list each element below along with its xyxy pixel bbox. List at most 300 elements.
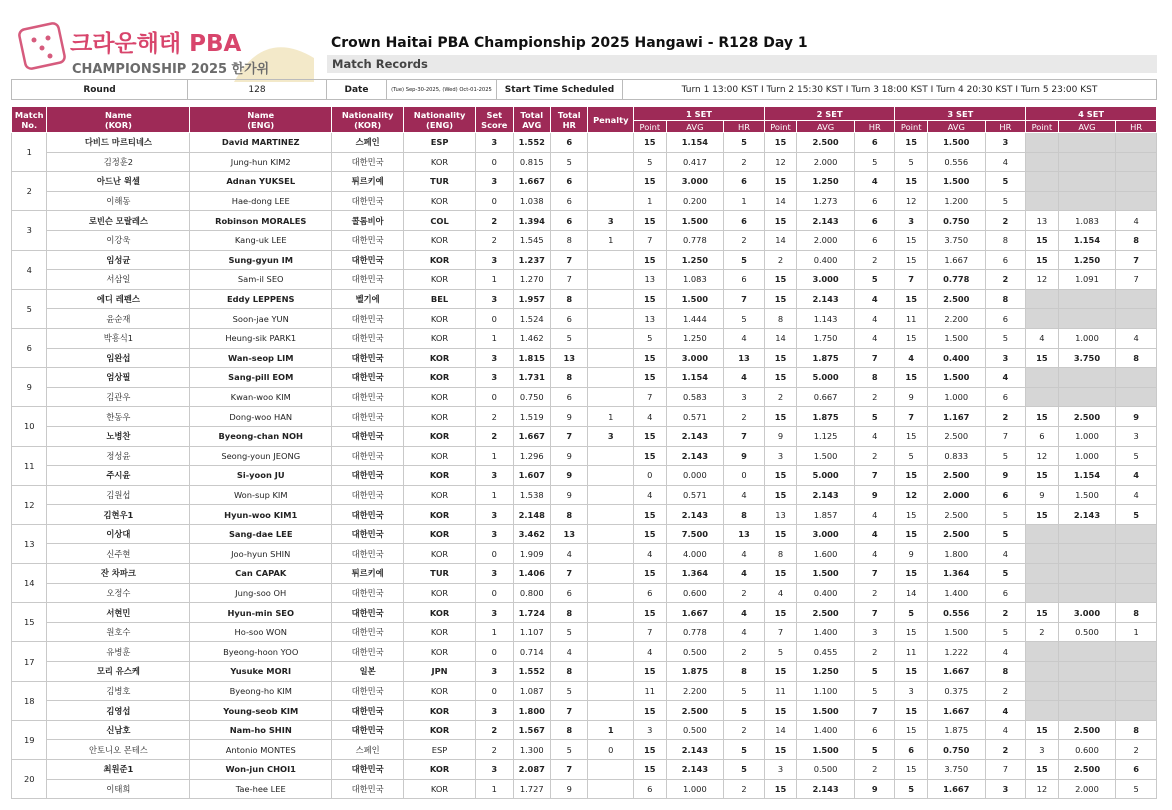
set-4-hr: 7	[1116, 270, 1157, 290]
player-name-kor: 이해동	[47, 191, 190, 211]
set-1-point: 0	[634, 466, 666, 486]
set-2-hr: 9	[854, 485, 895, 505]
set-3-hr: 7	[985, 760, 1026, 780]
set-2-point: 15	[764, 289, 796, 309]
player-nat-eng: KOR	[404, 426, 476, 446]
total-hr: 9	[551, 407, 588, 427]
set-1-hr: 4	[724, 328, 765, 348]
set-3-point: 15	[895, 760, 927, 780]
set-2-point: 14	[764, 720, 796, 740]
set-1-hr: 4	[724, 622, 765, 642]
player-name-kor: 김병호	[47, 681, 190, 701]
player-row	[12, 328, 1157, 348]
set-3-point: 15	[895, 172, 927, 192]
total-hr: 8	[551, 662, 588, 682]
set-score: 3	[476, 603, 513, 623]
penalty	[588, 446, 634, 466]
player-nat-eng: COL	[404, 211, 476, 231]
set-score: 0	[476, 544, 513, 564]
player-name-eng: Eddy LEPPENS	[190, 289, 332, 309]
player-name-eng: Can CAPAK	[190, 564, 332, 584]
set-4-hr: 4	[1116, 466, 1157, 486]
set-1-avg: 2.143	[666, 740, 724, 760]
set-1-avg: 2.143	[666, 446, 724, 466]
player-nat-eng: KOR	[404, 681, 476, 701]
set-3-hr: 5	[985, 564, 1026, 584]
set-4-empty	[1026, 701, 1058, 721]
player-nat-eng: KOR	[404, 505, 476, 525]
set-4-point: 15	[1026, 505, 1058, 525]
set-1-hr: 2	[724, 152, 765, 172]
set-3-point: 9	[895, 387, 927, 407]
player-nat-kor: 대한민국	[332, 348, 404, 368]
set-2-point: 2	[764, 250, 796, 270]
set-1-hr: 4	[724, 544, 765, 564]
penalty: 0	[588, 740, 634, 760]
set-2-point: 15	[764, 407, 796, 427]
set-2-avg: 1.143	[797, 309, 855, 329]
set-4-empty	[1026, 564, 1058, 584]
set-2-point: 12	[764, 152, 796, 172]
player-row	[12, 701, 1157, 721]
set-1-avg: 2.200	[666, 681, 724, 701]
set-2-hr: 5	[854, 407, 895, 427]
set-2-hr: 7	[854, 466, 895, 486]
set-4-hr: 5	[1116, 505, 1157, 525]
set-4-hr: 8	[1116, 230, 1157, 250]
player-nat-kor: 대한민국	[332, 485, 404, 505]
set-2-avg: 0.400	[797, 583, 855, 603]
set-2-point: 15	[764, 740, 796, 760]
player-nat-kor: 대한민국	[332, 524, 404, 544]
set-3-avg: 1.800	[927, 544, 985, 564]
set-3-avg: 0.750	[927, 211, 985, 231]
player-name-kor: 엄상필	[47, 368, 190, 388]
set-1-avg: 4.000	[666, 544, 724, 564]
set-1-avg: 2.143	[666, 505, 724, 525]
player-nat-kor: 대한민국	[332, 152, 404, 172]
total-hr: 6	[551, 172, 588, 192]
set-1-hr: 2	[724, 642, 765, 662]
player-nat-eng: KOR	[404, 309, 476, 329]
set-4-empty	[1058, 544, 1116, 564]
set-1-avg: 1.500	[666, 211, 724, 231]
player-nat-kor: 대한민국	[332, 701, 404, 721]
set-4-point: 15	[1026, 760, 1058, 780]
set-4-point: 15	[1026, 230, 1058, 250]
set-1-avg: 0.778	[666, 622, 724, 642]
total-avg: 1.815	[513, 348, 550, 368]
set-4-hr: 6	[1116, 760, 1157, 780]
set-1-avg: 2.500	[666, 701, 724, 721]
set-4-empty	[1026, 309, 1058, 329]
match-no: 19	[12, 720, 47, 759]
set-4-avg: 2.143	[1058, 505, 1116, 525]
player-nat-eng: KOR	[404, 524, 476, 544]
set-3-point: 15	[895, 720, 927, 740]
set-4-point: 12	[1026, 779, 1058, 799]
set-3-avg: 1.000	[927, 387, 985, 407]
set-2-point: 15	[764, 701, 796, 721]
set-3-hr: 4	[985, 544, 1026, 564]
total-hr: 7	[551, 701, 588, 721]
set-2-point: 15	[764, 485, 796, 505]
total-hr: 6	[551, 583, 588, 603]
player-nat-kor: 대한민국	[332, 681, 404, 701]
col-set-4: 4 SET	[1026, 107, 1157, 121]
player-name-kor: 유병훈	[47, 642, 190, 662]
set-3-point: 6	[895, 740, 927, 760]
set-1-hr: 6	[724, 172, 765, 192]
player-nat-eng: KOR	[404, 368, 476, 388]
set-score: 2	[476, 211, 513, 231]
set-4-avg: 2.500	[1058, 407, 1116, 427]
set-3-hr: 4	[985, 152, 1026, 172]
set-4-hr: 3	[1116, 426, 1157, 446]
player-nat-kor: 튀르키예	[332, 172, 404, 192]
set-4-hr: 8	[1116, 348, 1157, 368]
set-3-avg: 1.667	[927, 662, 985, 682]
player-name-kor: 잔 차파크	[47, 564, 190, 584]
player-name-kor: 신남호	[47, 720, 190, 740]
set-3-hr: 2	[985, 270, 1026, 290]
set-1-avg: 1.875	[666, 662, 724, 682]
set-1-avg: 1.364	[666, 564, 724, 584]
set-score: 3	[476, 701, 513, 721]
set-4-empty	[1116, 681, 1157, 701]
round-info-table	[11, 79, 1157, 100]
penalty	[588, 133, 634, 153]
penalty	[588, 583, 634, 603]
player-nat-kor: 대한민국	[332, 779, 404, 799]
set-4-empty	[1058, 152, 1116, 172]
set-1-point: 5	[634, 152, 666, 172]
set-2-avg: 1.100	[797, 681, 855, 701]
player-nat-eng: KOR	[404, 387, 476, 407]
set-2-hr: 2	[854, 760, 895, 780]
set-2-hr: 2	[854, 642, 895, 662]
set-score: 1	[476, 270, 513, 290]
player-nat-kor: 대한민국	[332, 720, 404, 740]
set-2-hr: 7	[854, 603, 895, 623]
set-3-hr: 2	[985, 211, 1026, 231]
col-set-1-point: Point	[634, 121, 666, 133]
set-score: 0	[476, 681, 513, 701]
set-4-point: 15	[1026, 250, 1058, 270]
player-nat-eng: KOR	[404, 583, 476, 603]
penalty	[588, 505, 634, 525]
set-1-hr: 5	[724, 250, 765, 270]
set-1-point: 15	[634, 250, 666, 270]
player-nat-kor: 대한민국	[332, 230, 404, 250]
match-no: 14	[12, 564, 47, 603]
player-name-kor: 노병찬	[47, 426, 190, 446]
set-4-empty	[1058, 387, 1116, 407]
set-4-empty	[1058, 564, 1116, 584]
set-4-point: 9	[1026, 485, 1058, 505]
set-2-avg: 1.500	[797, 740, 855, 760]
player-name-kor: 임완섭	[47, 348, 190, 368]
total-avg: 1.406	[513, 564, 550, 584]
set-4-empty	[1058, 289, 1116, 309]
player-nat-kor: 대한민국	[332, 446, 404, 466]
player-nat-eng: KOR	[404, 760, 476, 780]
set-3-avg: 0.400	[927, 348, 985, 368]
set-3-hr: 3	[985, 133, 1026, 153]
set-1-point: 15	[634, 426, 666, 446]
set-2-avg: 1.600	[797, 544, 855, 564]
set-score: 3	[476, 662, 513, 682]
set-2-point: 8	[764, 309, 796, 329]
logo-line2: CHAMPIONSHIP 2025 한가위	[72, 62, 270, 77]
player-row	[12, 289, 1157, 309]
set-3-point: 15	[895, 564, 927, 584]
set-4-empty	[1116, 564, 1157, 584]
set-2-avg: 1.875	[797, 348, 855, 368]
set-score: 3	[476, 289, 513, 309]
player-nat-eng: KOR	[404, 603, 476, 623]
set-4-empty	[1026, 191, 1058, 211]
total-hr: 6	[551, 309, 588, 329]
set-score: 2	[476, 720, 513, 740]
set-2-point: 15	[764, 211, 796, 231]
player-name-eng: Wan-seop LIM	[190, 348, 332, 368]
set-1-hr: 0	[724, 466, 765, 486]
set-2-hr: 4	[854, 172, 895, 192]
set-2-point: 4	[764, 583, 796, 603]
total-hr: 9	[551, 779, 588, 799]
set-4-empty	[1116, 583, 1157, 603]
set-4-empty	[1116, 191, 1157, 211]
penalty	[588, 328, 634, 348]
set-1-point: 15	[634, 740, 666, 760]
start-time-label: Start Time Scheduled	[497, 80, 623, 100]
set-1-point: 15	[634, 289, 666, 309]
set-3-point: 5	[895, 603, 927, 623]
set-1-avg: 0.571	[666, 485, 724, 505]
set-4-empty	[1116, 662, 1157, 682]
set-1-avg: 1.154	[666, 133, 724, 153]
set-4-avg: 1.154	[1058, 466, 1116, 486]
player-name-kor: 김관우	[47, 387, 190, 407]
penalty	[588, 662, 634, 682]
player-name-eng: Sang-dae LEE	[190, 524, 332, 544]
set-1-hr: 5	[724, 133, 765, 153]
player-nat-kor: 대한민국	[332, 603, 404, 623]
set-2-point: 15	[764, 564, 796, 584]
set-2-avg: 1.250	[797, 662, 855, 682]
set-4-point: 15	[1026, 348, 1058, 368]
set-2-hr: 6	[854, 211, 895, 231]
player-name-kor: 김영섭	[47, 701, 190, 721]
set-4-avg: 2.500	[1058, 720, 1116, 740]
set-4-avg: 1.000	[1058, 446, 1116, 466]
col-set-2-avg: AVG	[797, 121, 855, 133]
set-4-avg: 2.000	[1058, 779, 1116, 799]
set-2-point: 14	[764, 230, 796, 250]
set-4-empty	[1058, 583, 1116, 603]
total-hr: 8	[551, 289, 588, 309]
set-1-point: 15	[634, 211, 666, 231]
set-4-point: 4	[1026, 328, 1058, 348]
set-1-hr: 4	[724, 603, 765, 623]
player-nat-kor: 대한민국	[332, 622, 404, 642]
col-nat-kor: Nationality (KOR)	[332, 107, 404, 133]
match-no: 5	[12, 289, 47, 328]
penalty	[588, 622, 634, 642]
player-nat-kor: 대한민국	[332, 191, 404, 211]
set-1-avg: 3.000	[666, 348, 724, 368]
set-4-empty	[1058, 133, 1116, 153]
total-hr: 7	[551, 270, 588, 290]
set-4-empty	[1026, 524, 1058, 544]
player-nat-eng: KOR	[404, 152, 476, 172]
set-2-hr: 4	[854, 544, 895, 564]
match-no: 13	[12, 524, 47, 563]
player-nat-kor: 대한민국	[332, 250, 404, 270]
set-2-point: 15	[764, 368, 796, 388]
set-score: 3	[476, 564, 513, 584]
player-name-eng: Young-seob KIM	[190, 701, 332, 721]
set-4-empty	[1116, 172, 1157, 192]
set-4-point: 15	[1026, 603, 1058, 623]
set-score: 2	[476, 426, 513, 446]
page-title: Crown Haitai PBA Championship 2025 Hangawi - R128 Day 1	[331, 35, 808, 51]
set-score: 3	[476, 466, 513, 486]
match-no: 15	[12, 603, 47, 642]
set-2-avg: 1.750	[797, 328, 855, 348]
set-4-avg: 1.083	[1058, 211, 1116, 231]
set-1-point: 7	[634, 387, 666, 407]
set-score: 3	[476, 368, 513, 388]
player-name-kor: 김현우1	[47, 505, 190, 525]
set-4-empty	[1058, 662, 1116, 682]
player-row	[12, 564, 1157, 584]
set-4-avg: 1.154	[1058, 230, 1116, 250]
player-row	[12, 270, 1157, 290]
col-set-4-avg: AVG	[1058, 121, 1116, 133]
set-3-hr: 9	[985, 466, 1026, 486]
player-nat-eng: KOR	[404, 642, 476, 662]
player-row	[12, 583, 1157, 603]
total-avg: 1.107	[513, 622, 550, 642]
penalty	[588, 191, 634, 211]
set-2-hr: 7	[854, 701, 895, 721]
set-1-point: 13	[634, 309, 666, 329]
set-score: 0	[476, 309, 513, 329]
penalty	[588, 466, 634, 486]
set-2-hr: 4	[854, 505, 895, 525]
player-name-kor: 김정훈2	[47, 152, 190, 172]
set-2-hr: 5	[854, 662, 895, 682]
player-row	[12, 133, 1157, 153]
total-avg: 1.552	[513, 133, 550, 153]
set-2-hr: 7	[854, 564, 895, 584]
set-2-hr: 5	[854, 681, 895, 701]
set-4-empty	[1116, 387, 1157, 407]
player-row	[12, 387, 1157, 407]
set-4-point: 6	[1026, 426, 1058, 446]
player-name-kor: 서삼일	[47, 270, 190, 290]
match-no: 12	[12, 485, 47, 524]
set-1-hr: 2	[724, 583, 765, 603]
set-1-hr: 5	[724, 681, 765, 701]
set-1-point: 15	[634, 446, 666, 466]
set-3-point: 15	[895, 426, 927, 446]
set-score: 1	[476, 779, 513, 799]
set-3-hr: 8	[985, 289, 1026, 309]
set-4-point: 12	[1026, 446, 1058, 466]
col-set-1-hr: HR	[724, 121, 765, 133]
player-nat-kor: 대한민국	[332, 270, 404, 290]
set-2-hr: 5	[854, 740, 895, 760]
set-score: 3	[476, 524, 513, 544]
match-no: 1	[12, 133, 47, 172]
total-hr: 7	[551, 564, 588, 584]
set-1-hr: 7	[724, 289, 765, 309]
set-4-hr: 1	[1116, 622, 1157, 642]
set-3-point: 7	[895, 407, 927, 427]
set-1-avg: 3.000	[666, 172, 724, 192]
total-avg: 1.524	[513, 309, 550, 329]
set-3-hr: 5	[985, 446, 1026, 466]
set-4-empty	[1026, 289, 1058, 309]
set-2-avg: 1.875	[797, 407, 855, 427]
set-1-hr: 2	[724, 407, 765, 427]
total-hr: 4	[551, 642, 588, 662]
player-name-eng: Jung-soo OH	[190, 583, 332, 603]
set-4-hr: 4	[1116, 328, 1157, 348]
col-name-kor: Name (KOR)	[47, 107, 190, 133]
player-nat-kor: 대한민국	[332, 760, 404, 780]
total-avg: 1.237	[513, 250, 550, 270]
player-name-eng: Kang-uk LEE	[190, 230, 332, 250]
set-1-point: 1	[634, 191, 666, 211]
set-3-point: 15	[895, 505, 927, 525]
player-row	[12, 407, 1157, 427]
set-4-empty	[1116, 544, 1157, 564]
col-match-no: Match No.	[12, 107, 47, 133]
total-avg: 1.296	[513, 446, 550, 466]
set-score: 3	[476, 250, 513, 270]
set-2-hr: 2	[854, 446, 895, 466]
set-3-avg: 0.375	[927, 681, 985, 701]
date-value: (Tue) Sep-30-2025, (Wed) Oct-01-2025	[387, 80, 497, 100]
penalty	[588, 524, 634, 544]
set-2-point: 3	[764, 446, 796, 466]
player-name-kor: 한동우	[47, 407, 190, 427]
total-avg: 3.462	[513, 524, 550, 544]
total-avg: 1.087	[513, 681, 550, 701]
player-nat-eng: KOR	[404, 485, 476, 505]
set-score: 3	[476, 505, 513, 525]
total-hr: 8	[551, 230, 588, 250]
player-nat-kor: 대한민국	[332, 387, 404, 407]
player-row	[12, 524, 1157, 544]
set-3-point: 15	[895, 230, 927, 250]
penalty: 1	[588, 230, 634, 250]
set-2-point: 15	[764, 466, 796, 486]
set-3-point: 5	[895, 779, 927, 799]
penalty: 3	[588, 426, 634, 446]
set-score: 2	[476, 740, 513, 760]
col-set-3-avg: AVG	[927, 121, 985, 133]
set-2-avg: 2.500	[797, 603, 855, 623]
set-3-avg: 2.200	[927, 309, 985, 329]
total-hr: 13	[551, 348, 588, 368]
player-nat-eng: BEL	[404, 289, 476, 309]
set-4-empty	[1116, 524, 1157, 544]
